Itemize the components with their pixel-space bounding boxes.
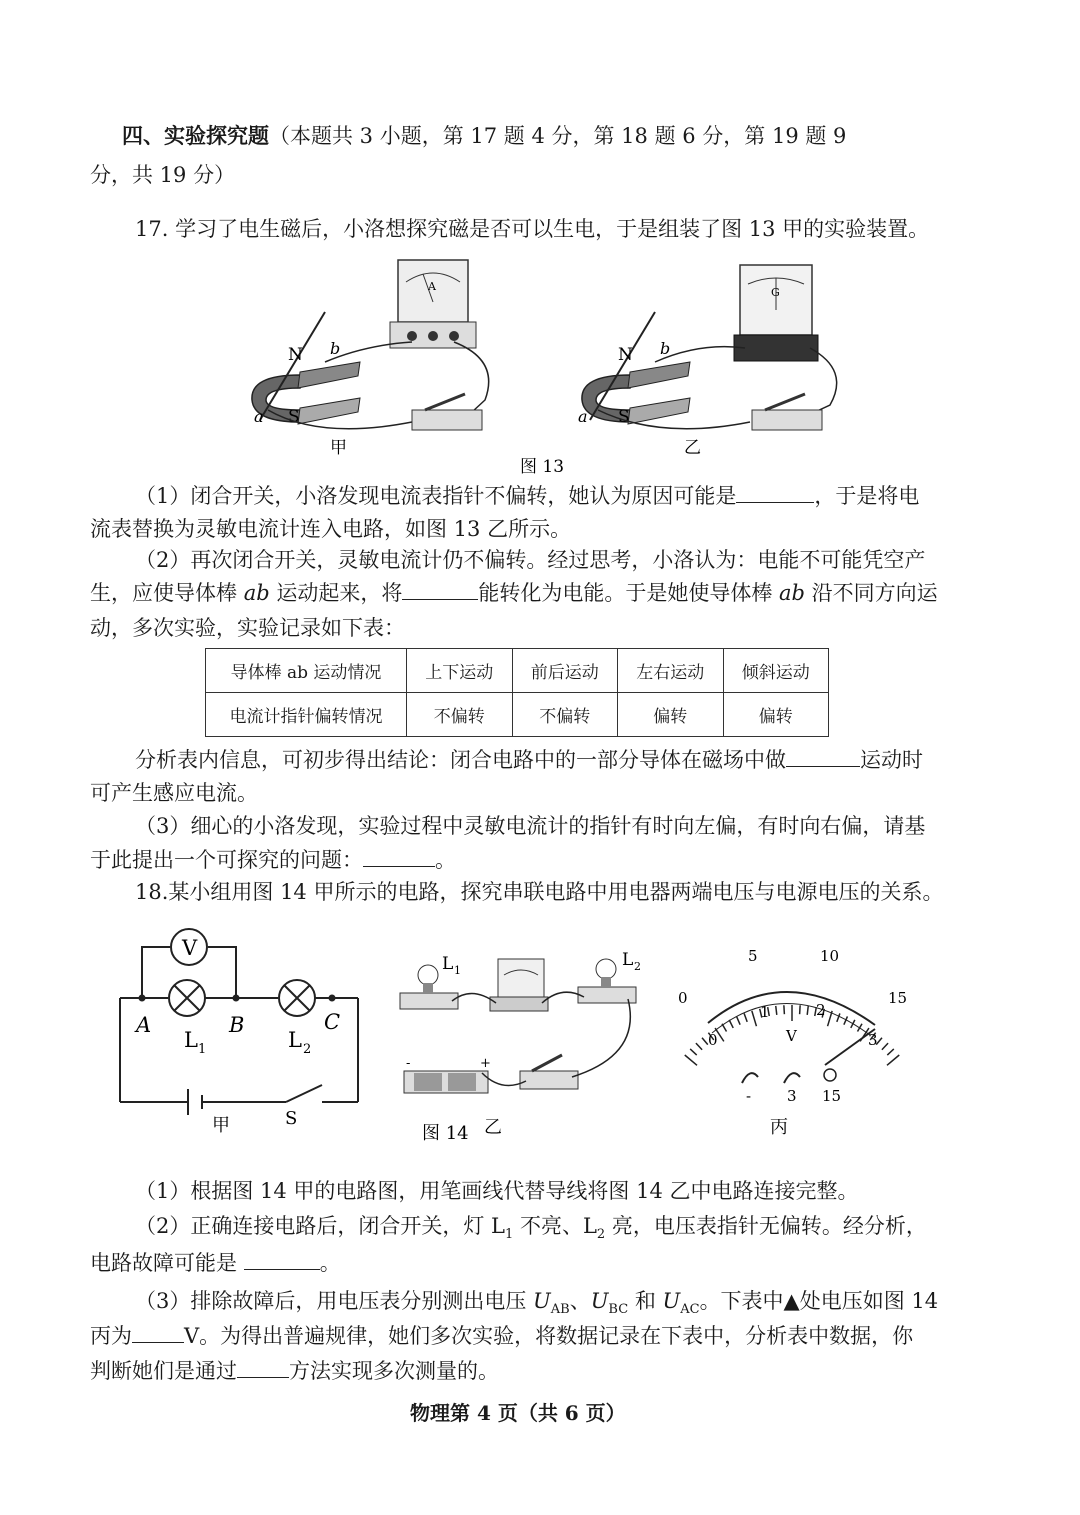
q18-p3-c1: 判断她们是通过 [90, 1359, 237, 1383]
dial-tick [752, 1011, 757, 1026]
switch-icon [752, 410, 822, 430]
fig13-left-apparatus [252, 260, 489, 458]
dial-inner-1: 1 [760, 1003, 770, 1021]
section-heading [122, 120, 846, 152]
q17-p3-text: 于此提出一个可探究的问题： [90, 848, 363, 872]
q18-part2-line1 [135, 1210, 927, 1251]
q17-record-table [205, 648, 829, 737]
q18-sep: 、 [569, 1289, 591, 1313]
dial-outer-5: 5 [748, 947, 758, 965]
table-cell: 前后运动 [512, 649, 618, 693]
table-cell: 电流计指针偏转情况 [206, 693, 407, 737]
q18-u: U [533, 1289, 551, 1313]
table-cell: 偏转 [618, 693, 724, 737]
label-S: S [618, 407, 630, 427]
q18-p2-sub1: 1 [504, 1227, 514, 1243]
label-b: b [660, 339, 671, 358]
terminal-minus: - [746, 1087, 752, 1105]
q17-p3-end: 。 [435, 848, 456, 872]
switch-icon [520, 1071, 578, 1089]
q18-p2-text-2: 不亮、L [513, 1214, 597, 1238]
label-S: S [288, 407, 300, 427]
q18-stem: 18.某小组用图 14 甲所示的电路，探究串联电路中用电器两端电压与电源电压的关系。 [135, 880, 944, 904]
dial-tick [800, 1005, 801, 1014]
section-title: 四、实验探究题 [122, 123, 269, 148]
galvanometer-label: G [771, 286, 780, 299]
q17-part2-line3: 动，多次实验，实验记录如下表： [90, 616, 405, 640]
lamp-L2-icon [578, 987, 636, 1003]
q18-u-ab: AB [550, 1302, 570, 1318]
conductor-rod-ab [590, 312, 655, 420]
dial-unit: V [786, 1027, 797, 1045]
answer-blank-q18-3a [132, 1320, 184, 1343]
lamp-L1-icon [400, 993, 458, 1009]
dial-tick [887, 1049, 894, 1055]
q18-p2-b-end: 。 [319, 1251, 341, 1275]
terminal-15: 15 [822, 1087, 842, 1105]
dial-tick [696, 1043, 702, 1050]
q18-u-ac: AC [680, 1302, 700, 1318]
q18-part1: （1）根据图 14 甲的电路图，用笔画线代替导线将图 14 乙中电路连接完整。 [135, 1179, 859, 1203]
q18-p2-b: 电路故障可能是 [90, 1251, 244, 1275]
q18-p2-sub2: 2 [596, 1227, 606, 1243]
q18-p2-text-3: 亮，电压表指针无偏转。经分析， [605, 1214, 927, 1238]
fig13-caption: 图 13 [520, 457, 565, 475]
q17-p2-text-2: 运动起来，将 [269, 581, 403, 605]
q17-p2-ab-2: ab [779, 581, 805, 605]
voltmeter-label: V [182, 936, 198, 960]
ammeter-label: A [428, 280, 436, 293]
figure-14-voltmeter-dial [670, 935, 920, 1145]
table-cell: 不偏转 [512, 693, 618, 737]
q18-p3-text: （3）排除故障后，用电压表分别测出电压 [135, 1289, 534, 1313]
lamp-L1-sub: 1 [198, 1042, 207, 1057]
figure-14-circuit-diagram [112, 925, 367, 1140]
q17-analysis-line1 [135, 744, 923, 776]
q17-p1-text-b: ，于是将电 [814, 484, 920, 508]
q18-and: 和 [628, 1289, 663, 1313]
dial-tick [837, 1013, 840, 1021]
page-footer: 物理第 4 页（共 6 页） [410, 1401, 626, 1425]
q18-part3-line2 [90, 1320, 913, 1352]
fig13-label-yi: 乙 [684, 438, 701, 458]
q18-part3-line3 [90, 1355, 499, 1387]
dial-inner-0: 0 [708, 1031, 718, 1049]
lamp-L1-label: L [442, 954, 454, 974]
q17-stem: 17. 学习了电生磁后，小洛想探究磁是否可以生电，于是组装了图 13 甲的实验装置。 [135, 217, 930, 241]
fig14-label-bing: 丙 [770, 1117, 788, 1138]
q17-part2-line2 [90, 577, 938, 609]
q17-analysis-text: 分析表内信息，可初步得出结论：闭合电路中的一部分导体在磁场中做 [135, 748, 786, 772]
dial-tick [722, 1024, 727, 1032]
dial-tick [807, 1006, 808, 1015]
q18-p3-c2: 方法实现多次测量的。 [289, 1359, 499, 1383]
q18-part2-line2 [90, 1247, 341, 1279]
lamp-L2-sub: 2 [303, 1042, 312, 1057]
dial-outer-0: 0 [678, 989, 688, 1007]
q17-part1-line2: 流表替换为灵敏电流计连入电路，如图 13 乙所示。 [90, 517, 572, 541]
dial-tick [744, 1013, 747, 1021]
switch-icon [412, 410, 482, 430]
dial-tick [887, 1055, 899, 1065]
label-b: b [330, 339, 341, 358]
dial-outer-15: 15 [888, 989, 908, 1007]
table-row [206, 649, 829, 693]
q17-part2-line1: （2）再次闭合开关，灵敏电流计仍不偏转。经过思考，小洛认为：电能不可能凭空产 [135, 548, 926, 572]
q18-p2-text: （2）正确连接电路后，闭合开关，灯 L [135, 1214, 505, 1238]
fig14-label-yi: 乙 [484, 1117, 502, 1138]
q17-part1-line1 [135, 480, 919, 512]
label-a: a [254, 407, 264, 426]
figure-13 [240, 250, 840, 475]
q18-p3-b2: V。为得出普遍规律，她们多次实验，将数据记录在下表中，分析表中数据，你 [184, 1324, 914, 1348]
answer-blank-q17-4 [363, 844, 435, 867]
q18-u-bc: BC [608, 1302, 629, 1318]
lamp-L1-sub: 1 [454, 964, 461, 977]
node-C-label: C [324, 1010, 341, 1034]
label-a: a [578, 407, 588, 426]
answer-blank-q18-3b [237, 1355, 289, 1378]
q17-p2-text-3: 能转化为电能。于是她使导体棒 [478, 581, 780, 605]
fig14-label-jia: 甲 [212, 1115, 230, 1136]
section-note-cont: 分，共 19 分） [90, 163, 236, 187]
q17-analysis-line2: 可产生感应电流。 [90, 781, 258, 805]
table-cell: 偏转 [723, 693, 829, 737]
q17-p2-text-1: 生，应使导体棒 [90, 581, 244, 605]
q17-part3-line1: （3）细心的小洛发现，实验过程中灵敏电流计的指针有时向左偏，有时向右偏，请基 [135, 814, 926, 838]
lamp-L2-label: L [622, 950, 634, 970]
answer-blank-q17-3 [786, 744, 860, 767]
table-cell: 上下运动 [407, 649, 513, 693]
dial-tick [858, 1024, 863, 1032]
q18-p3-end: 。下表中▲处电压如图 14 [699, 1289, 939, 1313]
q18-u-2: U [590, 1289, 609, 1313]
dial-tick [690, 1049, 697, 1055]
node-A-label: A [136, 1013, 152, 1037]
switch-symbol [286, 1085, 322, 1102]
table-cell: 不偏转 [407, 693, 513, 737]
conductor-rod-ab [260, 312, 325, 420]
dial-tick [685, 1055, 697, 1065]
label-N: N [618, 345, 633, 365]
table-row [206, 693, 829, 737]
dial-inner-2: 2 [816, 1001, 826, 1019]
table-cell: 倾斜运动 [723, 649, 829, 693]
q17-part3-line2 [90, 844, 456, 876]
dial-tick [737, 1016, 741, 1024]
dial-tick [702, 1038, 708, 1045]
svg-text:+: + [480, 1056, 491, 1071]
svg-text:-: - [406, 1056, 411, 1071]
dial-tick [729, 1020, 733, 1028]
label-N: N [288, 345, 303, 365]
lamp-L2-sub: 2 [634, 960, 641, 973]
lamp-L2-label: L [288, 1028, 302, 1052]
q17-p2-ab: ab [243, 581, 270, 605]
table-cell: 导体棒 ab 运动情况 [206, 649, 407, 693]
dial-inner-3: 3 [868, 1031, 878, 1049]
q17-p1-text: （1）闭合开关，小洛发现电流表指针不偏转，她认为原因可能是 [135, 484, 737, 508]
dial-tick [784, 1005, 785, 1014]
dial-tick [882, 1043, 888, 1050]
fig13-label-jia: 甲 [330, 438, 347, 458]
dial-tick [828, 1011, 833, 1026]
figure-14-physical-setup [392, 945, 647, 1145]
lamp-L1-label: L [184, 1028, 198, 1052]
table-cell: 左右运动 [618, 649, 724, 693]
section-note: （本题共 3 小题，第 17 题 4 分，第 18 题 6 分，第 19 题 9 [269, 124, 847, 148]
answer-blank-q17-2 [402, 577, 478, 600]
q18-p3-b1: 丙为 [90, 1324, 132, 1348]
fig14-caption: 图 14 [422, 1123, 469, 1144]
q17-p2-text-4: 沿不同方向运 [805, 581, 938, 605]
fig13-right-apparatus [578, 265, 837, 458]
terminal-3: 3 [787, 1087, 797, 1105]
q18-u-3: U [662, 1289, 681, 1313]
answer-blank-q17-1 [736, 480, 814, 503]
voltmeter-icon [498, 959, 544, 999]
dial-tick [776, 1006, 777, 1015]
answer-blank-q18-2 [244, 1247, 320, 1270]
dial-outer-10: 10 [820, 947, 840, 965]
switch-label: S [285, 1108, 298, 1129]
node-B-label: B [229, 1013, 245, 1037]
q17-analysis-text-b: 运动时 [860, 748, 923, 772]
